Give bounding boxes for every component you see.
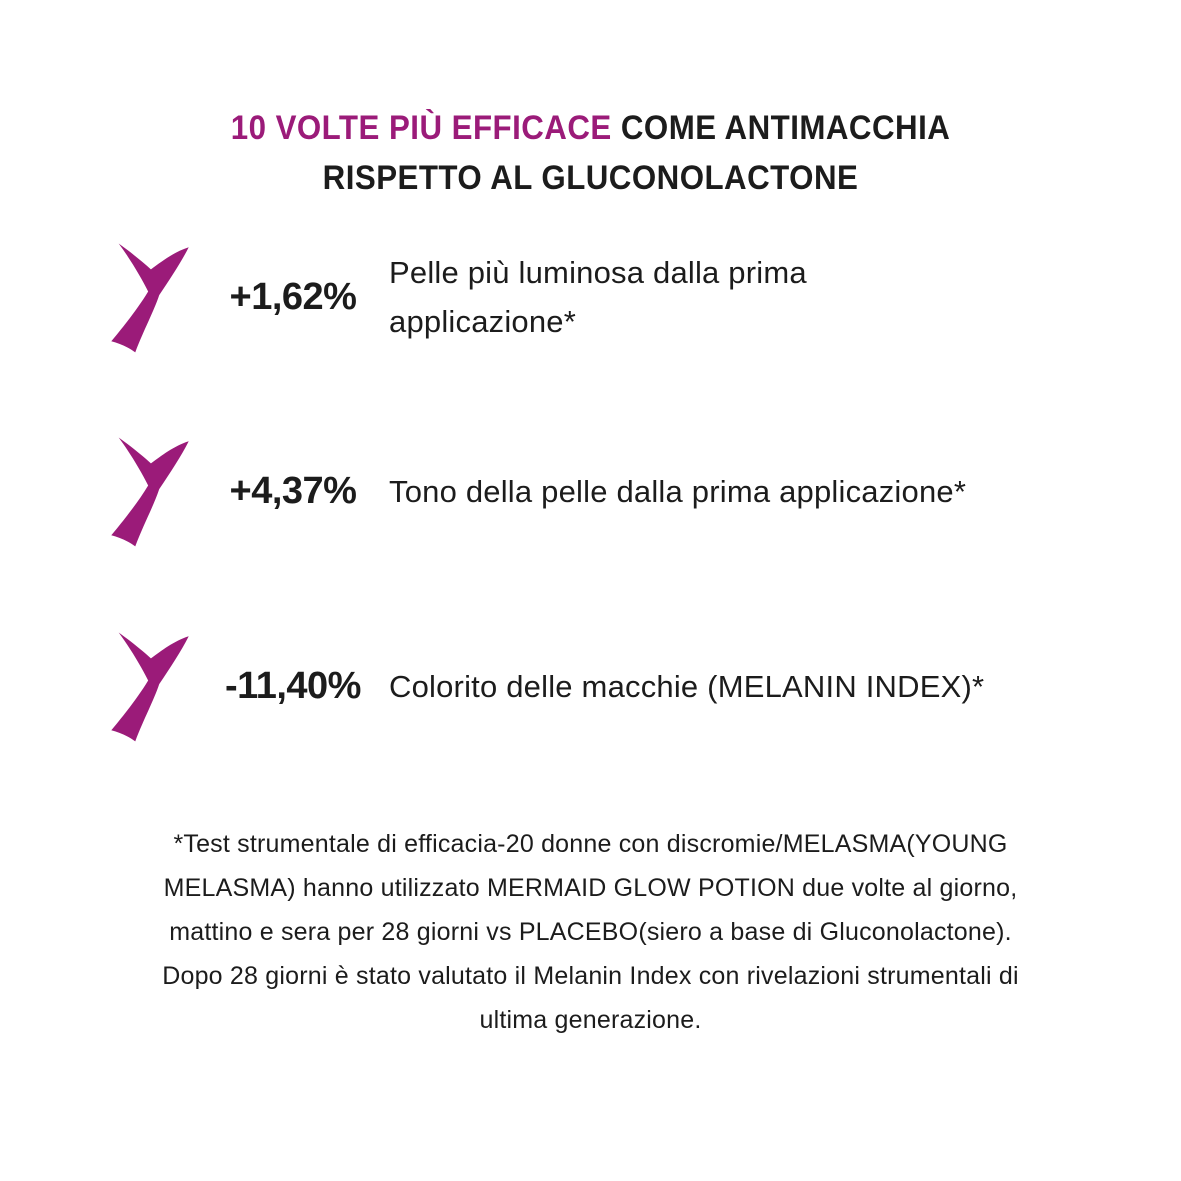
title-line-2: RISPETTO AL GLUCONOLACTONE	[322, 159, 859, 197]
stat-value: -11,40%	[225, 664, 361, 707]
title-rest: COME ANTIMACCHIA	[611, 109, 951, 147]
footnote-line: *Test strumentale di efficacia-20 donne con discromie/MELASMA(YOUNG	[173, 830, 1008, 858]
stat-row-skin-tone	[103, 432, 1083, 550]
stat-row-luminosity	[103, 238, 1083, 356]
mermaid-tail-icon	[103, 238, 197, 356]
footnote	[0, 822, 1181, 1042]
stat-row-melanin-index	[103, 627, 1083, 745]
mermaid-tail-icon	[103, 432, 197, 550]
stat-description: Pelle più luminosa dalla prima applicazione*	[389, 255, 807, 339]
footnote-line: mattino e sera per 28 giorni vs PLACEBO(siero a base di Gluconolactone).	[169, 918, 1012, 946]
mermaid-tail-icon	[103, 627, 197, 745]
title-highlight: 10 VOLTE PIÙ EFFICACE	[230, 109, 612, 147]
footnote-line: MELASMA) hanno utilizzato MERMAID GLOW POTION due volte al giorno,	[163, 874, 1018, 902]
footnote-line: Dopo 28 giorni è stato valutato il Melanin Index con rivelazioni strumentali di	[162, 962, 1019, 990]
footnote-line: ultima generazione.	[479, 1006, 702, 1034]
stat-description: Tono della pelle dalla prima applicazione*	[389, 473, 967, 509]
stat-value: +4,37%	[229, 469, 357, 512]
title-line-1	[47, 103, 1134, 153]
stat-description: Colorito delle macchie (MELANIN INDEX)*	[389, 668, 985, 704]
stat-value: +1,62%	[229, 275, 357, 318]
page-title	[47, 103, 1134, 203]
